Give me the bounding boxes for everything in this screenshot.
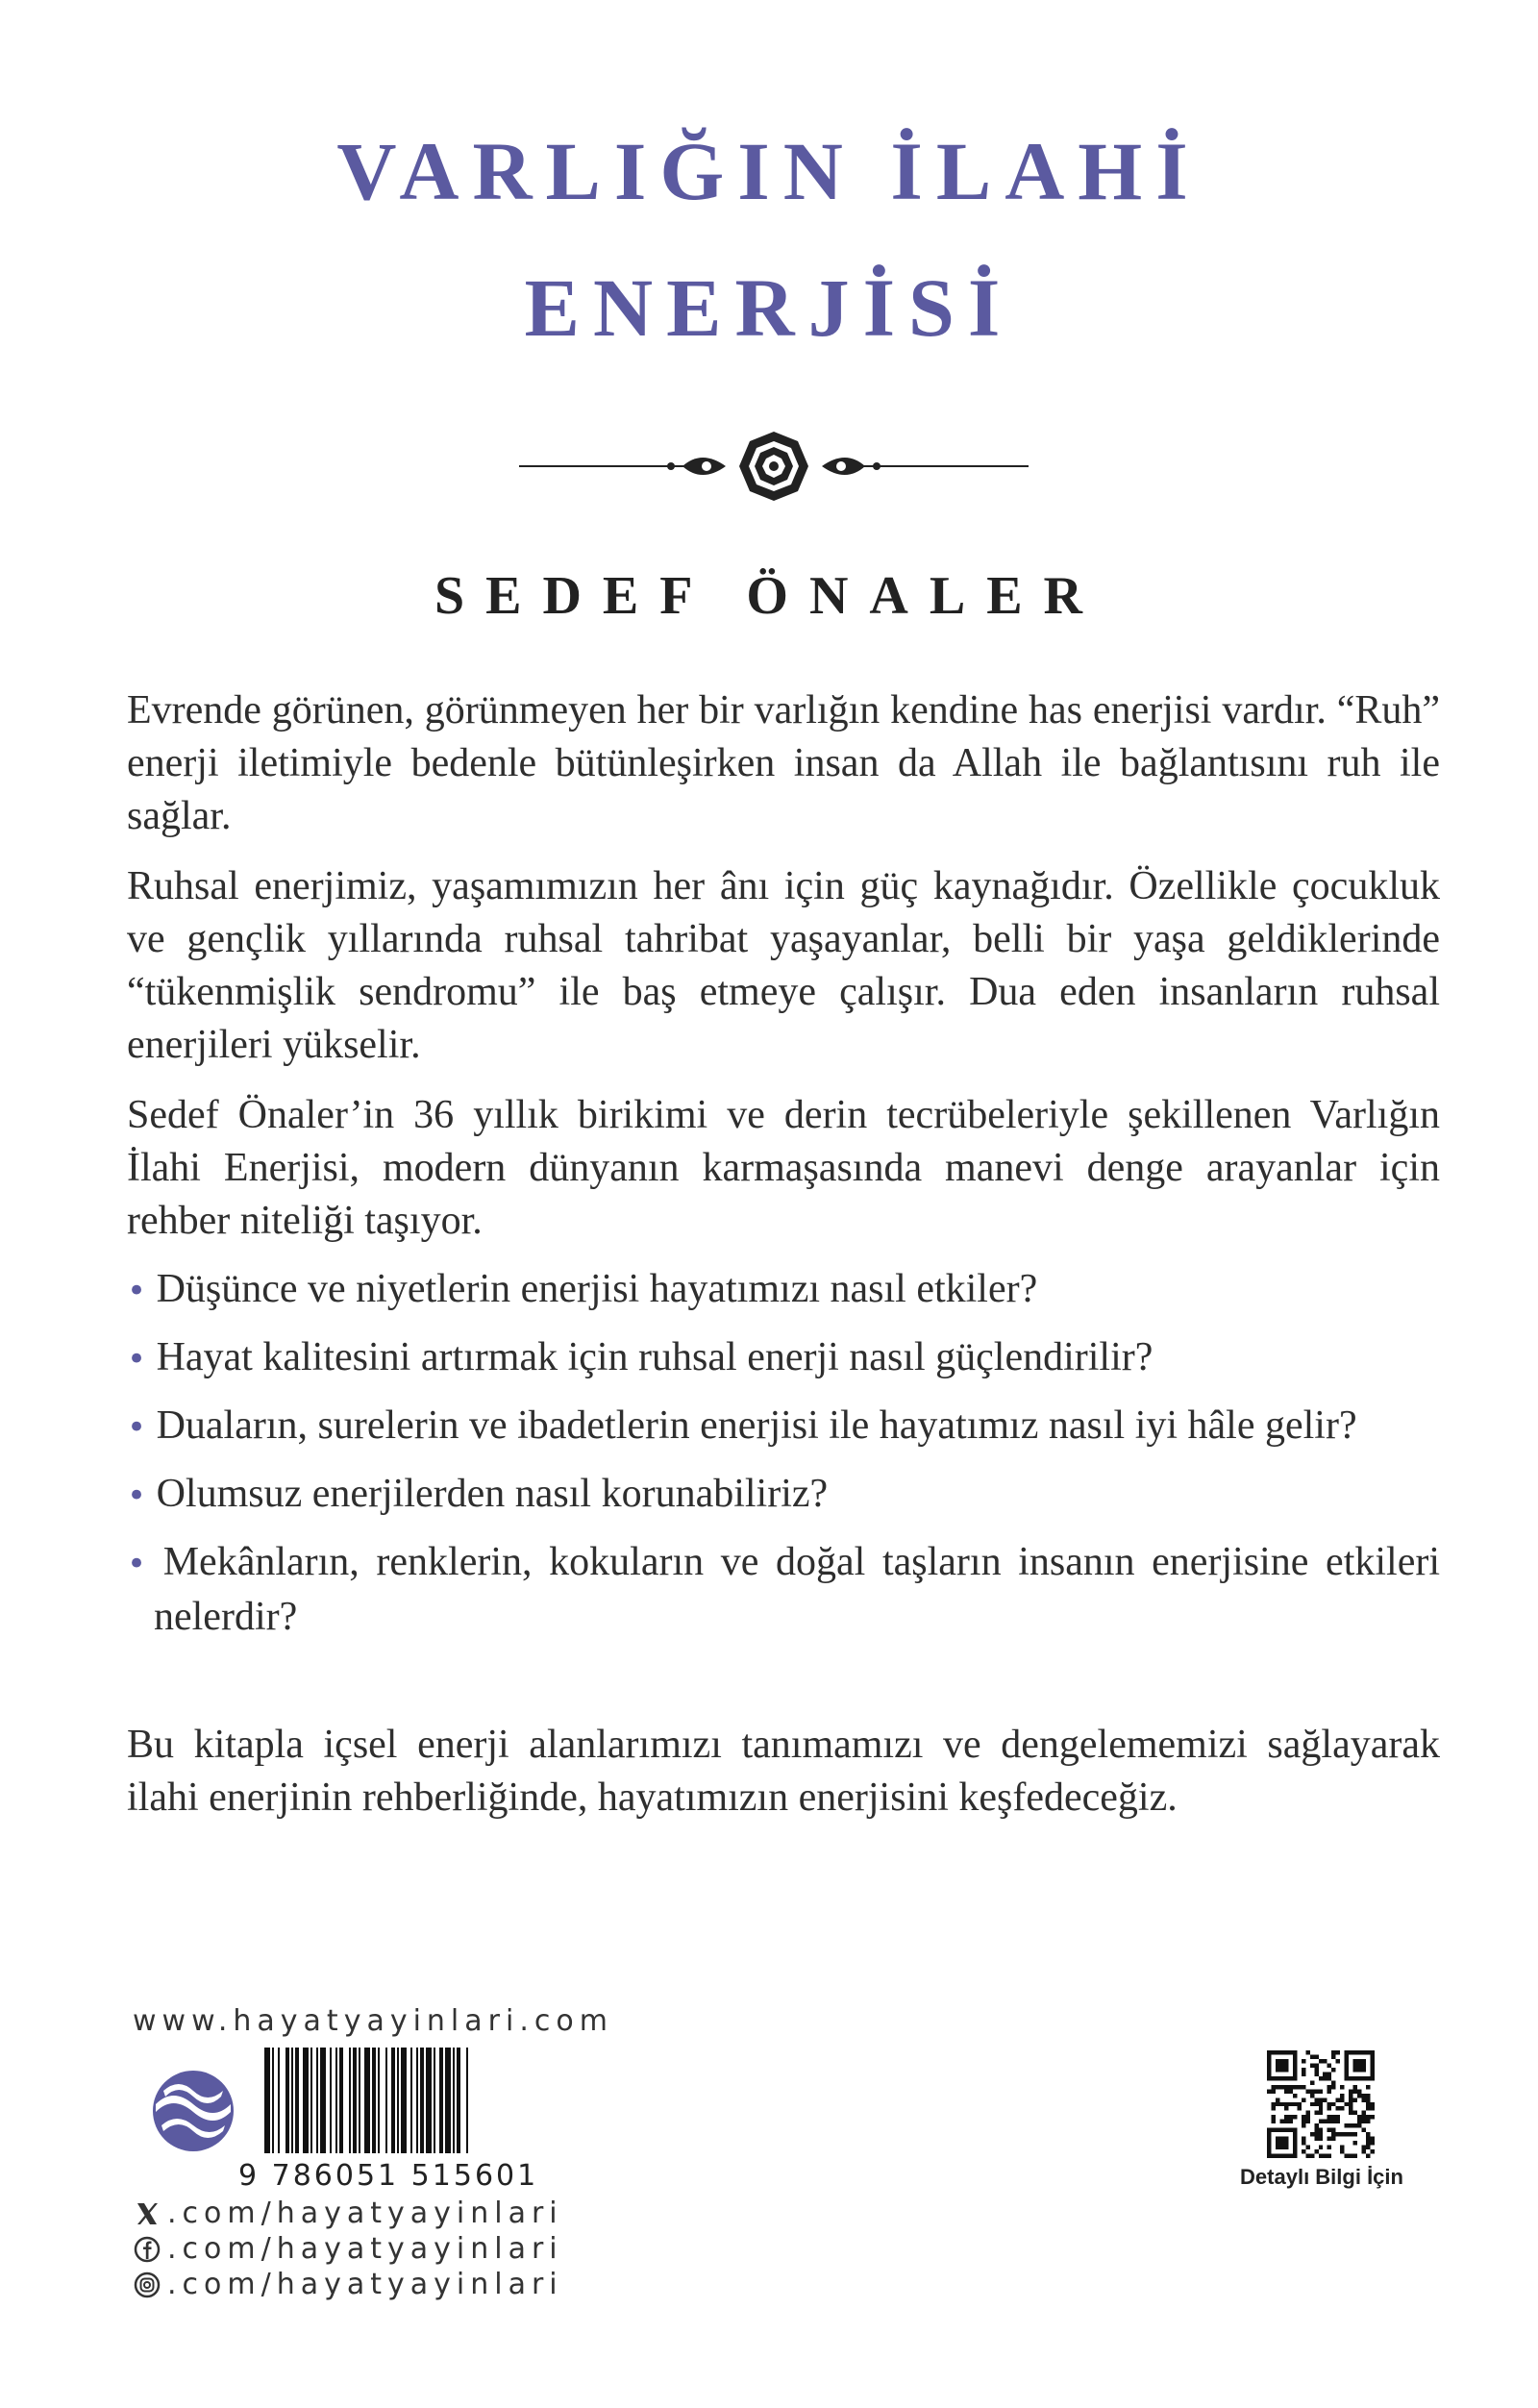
question-item: • Düşünce ve niyetlerin enerjisi hayatımızı nasıl etkiler?: [127, 1267, 1038, 1311]
intro-paragraph: Evrende görünen, görünmeyen her bir varlığın kendine has enerjisi vardır. “Ruh” enerji iletimiyle bedenle bütünleşirken insan da Allah ile bağlantısını ruh ile sağlar.: [127, 688, 1440, 838]
question-item: • Mekânların, renklerin, kokuların ve doğal taşların insanın enerjisine etkileri nelerdir?: [127, 1540, 1441, 1639]
bullet-icon: •: [127, 1272, 147, 1310]
question-item: • Hayat kalitesini artırmak için ruhsal enerji nasıl güçlendirilir?: [127, 1335, 1154, 1379]
social-facebook-link[interactable]: [133, 2232, 563, 2266]
title-line-2: ENERJİSİ: [524, 261, 1014, 354]
instagram-icon: [133, 2271, 161, 2299]
qr-code[interactable]: [1267, 2050, 1375, 2158]
bullet-icon: •: [127, 1340, 147, 1378]
closing-text: [127, 1719, 1440, 1842]
social-instagram-link[interactable]: [133, 2268, 563, 2301]
question-item: • Duaların, surelerin ve ibadetlerin enerjisi ile hayatımız nasıl iyi hâle gelir?: [127, 1403, 1357, 1448]
publisher-logo-icon: [152, 2070, 235, 2152]
social-x-text: .com/hayatyayinlari: [167, 2197, 563, 2230]
isbn-number: 9 786051 515601: [238, 2159, 539, 2193]
bullet-icon: •: [127, 1545, 147, 1583]
social-facebook-text: .com/hayatyayinlari: [167, 2232, 563, 2266]
bullet-icon: •: [127, 1477, 147, 1515]
intro-paragraph: Sedef Önaler’in 36 yıllık birikimi ve derin tecrübeleriyle şekillenen Varlığın İlahi Enerjisi, modern dünyanın karmaşasında manevi denge arayanlar için rehber niteliği taşıyor.: [127, 1093, 1440, 1243]
author-name: SEDEF ÖNALER: [434, 566, 1104, 626]
intro-text: [127, 684, 1440, 1265]
question-list: [127, 1263, 1440, 1657]
title-line-1: VARLIĞIN İLAHİ: [336, 125, 1202, 217]
publisher-website[interactable]: www.hayatyayinlari.com: [133, 2004, 613, 2038]
closing-paragraph: Bu kitapla içsel enerji alanlarımızı tanımamızı ve dengelememizi sağlayarak ilahi enerjinin rehberliğinde, hayatımızın enerjisini keşfedeceğiz.: [127, 1723, 1440, 1820]
x-icon: [133, 2199, 161, 2228]
question-item: • Olumsuz enerjilerden nasıl korunabiliriz?: [127, 1472, 829, 1516]
intro-paragraph: Ruhsal enerjimiz, yaşamımızın her ânı için güç kaynağıdır. Özellikle çocukluk ve gençlik yıllarında ruhsal tahribat yaşayanlar, belli bir yaşa geldiklerinde “tükenmişlik sendromu” ile baş etmeye çalışır. Dua eden insanların ruhsal enerjileri yükselir.: [127, 864, 1440, 1067]
facebook-icon: [133, 2235, 161, 2264]
qr-caption: Detaylı Bilgi İçin: [1240, 2165, 1403, 2189]
bullet-icon: •: [127, 1408, 147, 1447]
social-instagram-text: .com/hayatyayinlari: [167, 2268, 563, 2301]
ornament-divider: [519, 428, 1029, 505]
social-x-link[interactable]: [133, 2197, 563, 2230]
